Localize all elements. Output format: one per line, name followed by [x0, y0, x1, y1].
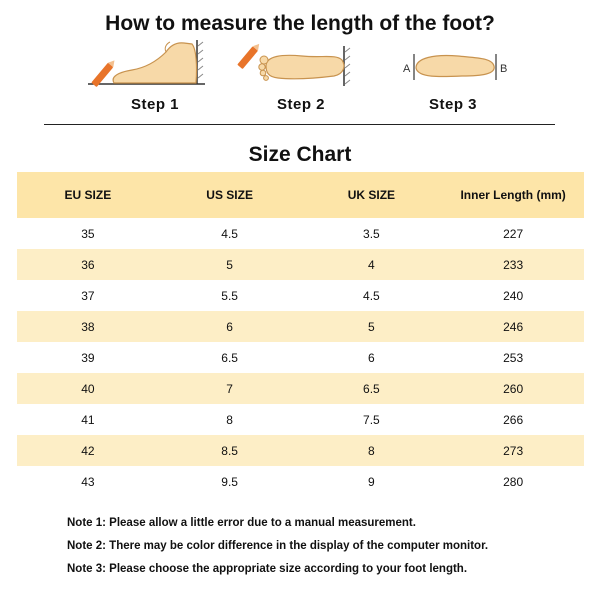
point-b-label: B: [500, 63, 508, 75]
uk-size-cell: 3.5: [363, 226, 380, 241]
step-1: [80, 40, 230, 120]
uk-size-cell: 4.5: [363, 288, 380, 303]
chart-title: Size Chart: [248, 143, 352, 166]
eu-size-cell: 42: [17, 435, 159, 466]
table-row: [17, 280, 584, 311]
inner-length-cell: 227: [503, 226, 524, 241]
eu-size-cell: 35: [81, 226, 95, 241]
uk-size-cell: 6: [368, 350, 375, 365]
inner-length-cell: 260: [442, 373, 584, 404]
table-row: [17, 342, 584, 373]
us-size-cell: 9.5: [221, 474, 238, 489]
point-a-label: A: [403, 63, 411, 75]
inner-length-cell: 273: [442, 435, 584, 466]
section-divider: [44, 124, 555, 125]
inner-length-cell: 246: [442, 311, 584, 342]
eu-size-cell: 40: [17, 373, 159, 404]
note-3: Note 3: Please choose the appropriate size according to your foot length.: [67, 563, 468, 575]
header-uk-size: UK SIZE: [301, 172, 443, 218]
foot-outline-ab-icon: [378, 40, 528, 96]
table-row: [17, 218, 584, 249]
note-1: Note 1: Please allow a little error due to a manual measurement.: [67, 517, 416, 529]
table-header-row: [17, 172, 584, 218]
uk-size-cell: 6.5: [301, 373, 443, 404]
table-row: [17, 435, 584, 466]
us-size-cell: 8.5: [159, 435, 301, 466]
header-us-size: US SIZE: [159, 172, 301, 218]
uk-size-cell: 8: [301, 435, 443, 466]
table-row: [17, 466, 584, 497]
step-2: [226, 40, 376, 120]
foot-top-pen-icon: [226, 40, 376, 96]
eu-size-cell: 41: [81, 412, 95, 427]
step-3-label: Step 3: [428, 96, 477, 113]
eu-size-cell: 43: [81, 474, 95, 489]
us-size-cell: 8: [226, 412, 233, 427]
size-table: [17, 172, 584, 497]
step-1-label: Step 1: [130, 96, 179, 113]
uk-size-cell: 4: [301, 249, 443, 280]
table-row: [17, 311, 584, 342]
uk-size-cell: 7.5: [363, 412, 380, 427]
note-2: Note 2: There may be color difference in the display of the computer monitor.: [67, 540, 489, 552]
us-size-cell: 6.5: [221, 350, 238, 365]
measurement-steps: [0, 40, 600, 120]
uk-size-cell: 5: [301, 311, 443, 342]
inner-length-cell: 240: [503, 288, 524, 303]
table-row: [17, 404, 584, 435]
inner-length-cell: 233: [442, 249, 584, 280]
notes: [67, 516, 488, 585]
us-size-cell: 6: [159, 311, 301, 342]
us-size-cell: 5: [159, 249, 301, 280]
header-inner-length: Inner Length (mm): [442, 172, 584, 218]
eu-size-cell: 38: [17, 311, 159, 342]
page-headline: How to measure the length of the foot?: [105, 12, 495, 35]
table-row: [17, 373, 584, 404]
eu-size-cell: 36: [17, 249, 159, 280]
step-3: [378, 40, 528, 120]
header-eu-size: EU SIZE: [17, 172, 159, 218]
eu-size-cell: 37: [81, 288, 95, 303]
table-row: [17, 249, 584, 280]
inner-length-cell: 266: [503, 412, 524, 427]
inner-length-cell: 280: [503, 474, 524, 489]
inner-length-cell: 253: [503, 350, 524, 365]
foot-side-ruler-icon: [80, 40, 230, 96]
step-2-label: Step 2: [276, 96, 325, 113]
us-size-cell: 5.5: [221, 288, 238, 303]
us-size-cell: 7: [159, 373, 301, 404]
us-size-cell: 4.5: [221, 226, 238, 241]
uk-size-cell: 9: [368, 474, 375, 489]
eu-size-cell: 39: [81, 350, 95, 365]
